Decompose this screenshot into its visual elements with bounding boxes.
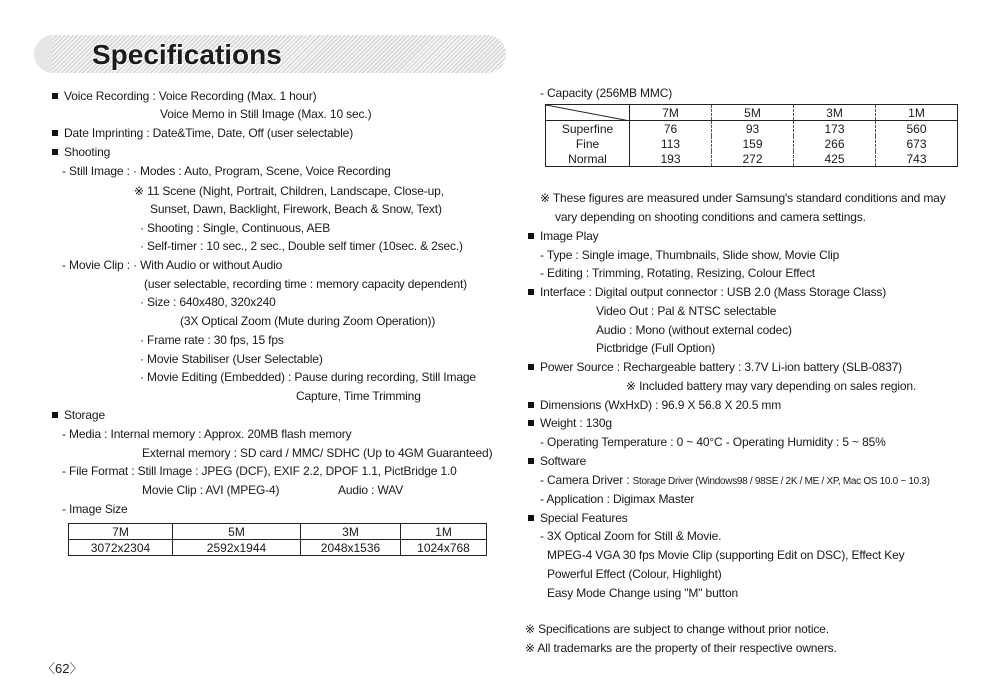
table-cell: 159 [712,136,794,151]
voice-memo-line: Voice Memo in Still Image (Max. 10 sec.) [160,107,372,121]
table-header-row [69,524,487,540]
storage-heading [52,408,105,423]
pictbridge-line: Pictbridge (Full Option) [596,341,716,355]
video-out-line: Video Out : Pal & NTSC selectable [596,304,777,318]
table-header-cell: 7M [630,105,712,121]
image-play-heading [528,229,599,244]
bullet-icon [528,364,534,370]
table-cell: 266 [794,136,876,151]
bullet-icon [52,149,58,155]
table-cell: 93 [712,121,794,137]
table-header-cell: 5M [712,105,794,121]
power-source-line [528,360,902,375]
still-image-line: - Still Image : · Modes : Auto, Program, Scene, Voice Recording [62,164,391,178]
application-line: - Application : Digimax Master [540,492,695,506]
table-cell: 193 [630,151,712,167]
software-text: Software [540,454,587,468]
file-format-line: - File Format : Still Image : JPEG (DCF), EXIF 2.2, DPOF 1.1, PictBridge 1.0 [62,464,457,478]
bullet-icon [52,130,58,136]
feature-line-2: MPEG-4 VGA 30 fps Movie Clip (supporting Edit on DSC), Effect Key [547,548,905,562]
special-features-heading [528,511,628,526]
feature-line-4: Easy Mode Change using "M" button [547,586,739,600]
table-cell: 2592x1944 [173,540,301,556]
table-row-label: Superfine [546,121,630,137]
movie-clip-line: - Movie Clip : · With Audio or without Audio [62,258,283,272]
self-timer-line: · Self-timer : 10 sec., 2 sec., Double self timer (10sec. & 2sec.) [140,239,463,253]
optical-zoom-line: (3X Optical Zoom (Mute during Zoom Operation)) [180,314,436,328]
table-header-row [546,105,958,121]
interface-line [528,285,886,300]
movie-stabiliser-line: · Movie Stabiliser (User Selectable) [140,352,323,366]
camera-driver-value: Storage Driver (Windows98 / 98SE / 2K / ME / XP, Mac OS 10.0 ~ 10.3) [632,476,930,487]
audio-line: Audio : Mono (without external codec) [596,323,792,337]
capacity-heading: - Capacity (256MB MMC) [540,86,673,100]
capacity-note-2: vary depending on shooting conditions and camera settings. [555,210,866,224]
bullet-icon [528,289,534,295]
camera-driver-line [540,473,930,489]
table-cell: 113 [630,136,712,151]
file-format-movie: Movie Clip : AVI (MPEG-4) [142,483,280,497]
page-title: Specifications [92,39,282,70]
capacity-note: ※ These figures are measured under Samsung's standard conditions and may [540,191,946,205]
table-cell: 3072x2304 [69,540,173,556]
table-header-cell: 3M [301,524,401,540]
footnote-trademarks: ※ All trademarks are the property of their respective owners. [525,641,837,655]
table-header-cell: 1M [401,524,487,540]
shooting-mode-line: · Shooting : Single, Continuous, AEB [140,221,331,235]
table-cell: 673 [876,136,958,151]
scene-line-2: Sunset, Dawn, Backlight, Firework, Beach & Snow, Text) [150,202,442,216]
image-size-heading: - Image Size [62,502,128,516]
page-number: 〈62〉 [42,661,83,676]
bullet-icon [528,233,534,239]
voice-recording-line [52,89,316,104]
voice-recording-text: Voice Recording : Voice Recording (Max. 1 hour) [64,89,317,103]
movie-clip-note: (user selectable, recording time : memory capacity dependent) [144,277,468,291]
table-header-cell: 7M [69,524,173,540]
table-row-label: Normal [546,151,630,167]
table-header-cell: 1M [876,105,958,121]
table-header-cell: 3M [794,105,876,121]
dimensions-line [528,398,781,413]
shooting-heading [52,145,110,160]
table-row [546,136,958,151]
feature-line-1: - 3X Optical Zoom for Still & Movie. [540,529,722,543]
storage-text: Storage [64,408,105,422]
table-cell: 425 [794,151,876,167]
movie-size-line: · Size : 640x480, 320x240 [140,295,276,309]
date-imprinting-line [52,126,353,141]
table-cell: 76 [630,121,712,137]
operating-conditions-line: - Operating Temperature : 0 ~ 40°C - Operating Humidity : 5 ~ 85% [540,435,886,449]
media-internal-line: - Media : Internal memory : Approx. 20MB flash memory [62,427,352,441]
table-corner-cell [546,105,630,121]
scene-line: ※ 11 Scene (Night, Portrait, Children, Landscape, Close-up, [134,184,444,198]
table-row [546,121,958,137]
shooting-text: Shooting [64,145,111,159]
file-format-audio: Audio : WAV [338,483,404,497]
table-row [69,540,487,556]
bullet-icon [528,458,534,464]
software-heading [528,454,586,469]
image-size-table [68,523,487,556]
interface-text: Interface : Digital output connector : USB 2.0 (Mass Storage Class) [540,285,887,299]
table-cell: 173 [794,121,876,137]
camera-driver-label: - Camera Driver : [540,473,633,487]
movie-editing-line: · Movie Editing (Embedded) : Pause during recording, Still Image [140,370,476,384]
diagonal-line-icon [546,105,630,121]
table-cell: 1024x768 [401,540,487,556]
media-external-line: External memory : SD card / MMC/ SDHC (Up to 4GM Guaranteed) [142,446,493,460]
battery-note: ※ Included battery may vary depending on sales region. [626,379,917,393]
bullet-icon [52,412,58,418]
dimensions-text: Dimensions (WxHxD) : 96.9 X 56.8 X 20.5 mm [540,398,782,412]
bullet-icon [528,515,534,521]
table-cell: 743 [876,151,958,167]
special-features-text: Special Features [540,511,628,525]
bullet-icon [528,420,534,426]
footnote-change: ※ Specifications are subject to change without prior notice. [525,622,829,636]
editing-line: - Editing : Trimming, Rotating, Resizing, Colour Effect [540,266,815,280]
table-cell: 272 [712,151,794,167]
bullet-icon [52,93,58,99]
feature-line-3: Powerful Effect (Colour, Highlight) [547,567,722,581]
movie-editing-line-2: Capture, Time Trimming [296,389,421,403]
table-row [546,151,958,167]
date-imprinting-text: Date Imprinting : Date&Time, Date, Off (user selectable) [64,126,354,140]
table-cell: 560 [876,121,958,137]
table-cell: 2048x1536 [301,540,401,556]
weight-line [528,416,612,431]
frame-rate-line: · Frame rate : 30 fps, 15 fps [140,333,284,347]
play-type-line: - Type : Single image, Thumbnails, Slide show, Movie Clip [540,248,840,262]
image-play-text: Image Play [540,229,599,243]
table-header-cell: 5M [173,524,301,540]
table-row-label: Fine [546,136,630,151]
bullet-icon [528,402,534,408]
power-source-text: Power Source : Rechargeable battery : 3.7V Li-ion battery (SLB-0837) [540,360,902,374]
weight-text: Weight : 130g [540,416,612,430]
capacity-table [545,104,958,167]
